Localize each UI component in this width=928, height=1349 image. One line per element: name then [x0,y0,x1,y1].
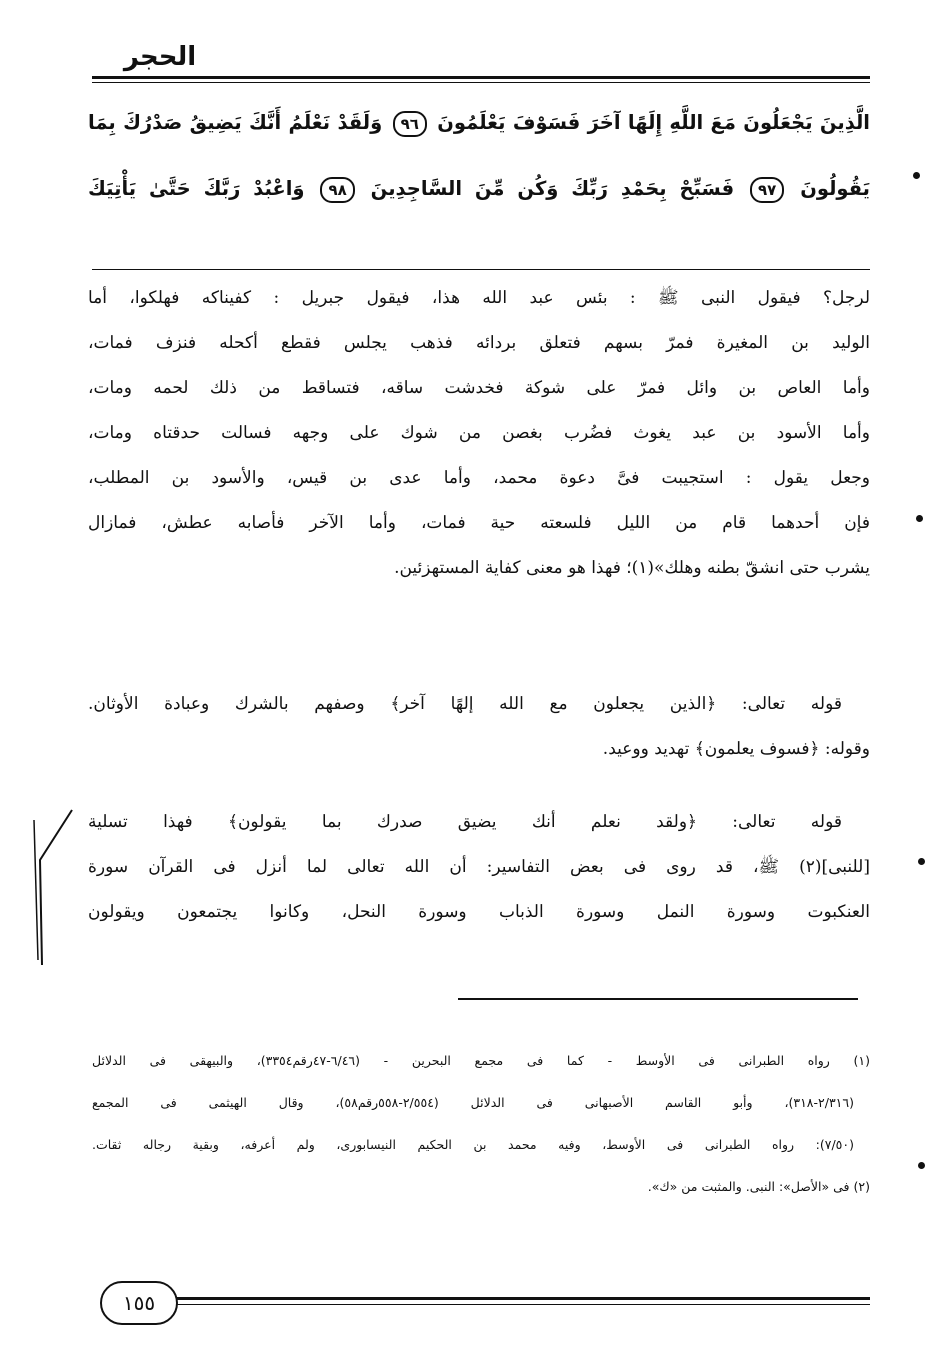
text-line: قوله تعالى: ﴿ولقد نعلم أنك يضيق صدرك بما يقولون﴾ فهذا تسلية [88,812,842,832]
ayah-number: ٩٧ [750,177,784,203]
footnote-line: (٢) فى «الأصل»: النبى. والمثبت من «ك». [647,1179,870,1194]
tafsir-paragraph-3 [88,800,870,935]
ayah-number: ٩٦ [393,111,427,137]
margin-dot [916,515,923,522]
footnotes [92,1043,870,1211]
margin-dot [918,1162,925,1169]
margin-dot [913,172,920,179]
text-line: يشرب حتى انشقّ بطنه وهلك»(١)؛ فهذا هو معنى كفاية المستهزئين. [394,558,870,578]
verse-text: الَّذِينَ يَجْعَلُونَ مَعَ اللَّهِ إِلَهًا آخَرَ فَسَوْفَ يَعْلَمُونَ [437,111,870,134]
margin-mark [30,800,78,970]
text-line: وأما الأسود بن عبد يغوث فضُرب بغصن من شوك على وجهه فسالت حدقتاه ومات، [88,423,870,443]
margin-dot [918,858,925,865]
footnote-separator [458,998,858,1000]
footer-rule [176,1297,870,1300]
footnote-line: (١) رواه الطبرانى فى الأوسط - كما فى مجمع البحرين - (٦/٤٦-٤٧رقم٣٣٥٤)، والبيهقى فى الدلائل [92,1053,870,1068]
verse-text: وَلَقَدْ نَعْلَمُ أَنَّكَ يَضِيقُ صَدْرُكَ بِمَا [88,111,383,134]
tafsir-paragraph-1 [88,276,870,591]
verse-text: فَسَبِّحْ بِحَمْدِ رَبِّكَ وَكُن مِّنَ السَّاجِدِينَ [370,177,735,200]
quran-verses [88,98,870,230]
footnote-line: (٧/٥٠): رواه الطبرانى فى الأوسط، وفيه محمد بن الحكيم النيسابورى، ولم أعرفه، وبقية رجاله ثقات. [92,1137,854,1152]
verse-line [88,98,870,164]
tafsir-paragraph-2 [88,682,870,772]
text-line: وقوله: ﴿فسوف يعلمون﴾ تهديد ووعيد. [602,739,870,759]
text-line: العنكبوت وسورة النمل وسورة الذباب وسورة النحل، وكانوا يجتمعون ويقولون [88,902,870,922]
ayah-number: ٩٨ [320,177,354,203]
text-line: فإن أحدهما قام من الليل فلسعته حية فمات، وأما الآخر فأصابه عطش، فمازال [88,513,870,533]
text-line: الوليد بن المغيرة فمرّ بسهم فتعلق بردائه فذهب يجلس فقطع أكحله فنزف فمات، [88,333,870,353]
footnote-line: (٢/٣١٦-٣١٨)، وأبو القاسم الأصبهانى فى الدلائل (٢/٥٥٤-٥٥٨رقم٥٨)، وقال الهيثمى فى المجمع [92,1095,854,1110]
text-line: لرجل؟ فيقول النبى ﷺ : بئس عبد الله هذا، فيقول جبريل : كفيناكه فهلكوا، أما [88,288,870,308]
text-line: وأما العاص بن وائل فمرّ على شوكة فخدشت ساقه، فتساقط من ذلك لحمه ومات، [88,378,870,398]
footer-rule-thin [176,1304,870,1305]
header-rule [92,76,870,79]
page-number: ١٥٥ [100,1281,178,1325]
verse-text: وَاعْبُدْ رَبَّكَ حَتَّىٰ يَأْتِيَكَ [88,177,305,200]
verse-line [88,164,870,230]
text-line: [للنبى](٢) ﷺ، قد روى فى بعض التفاسير: أن الله تعالى لما أنزل فى القرآن سورة [88,857,870,877]
text-line: قوله تعالى: ﴿الذين يجعلون مع الله إلهًا آخر﴾ وصفهم بالشرك وعبادة الأوثان. [88,694,842,714]
header-rule-thin [92,82,870,83]
text-line: وجعل يقول : استجيبت فىَّ دعوة محمد، وأما عدى بن قيس، والأسود بن المطلب، [88,468,870,488]
verse-text: يَقُولُونَ [800,177,870,200]
verse-separator [92,269,870,270]
chapter-title: الحجر [123,42,197,72]
